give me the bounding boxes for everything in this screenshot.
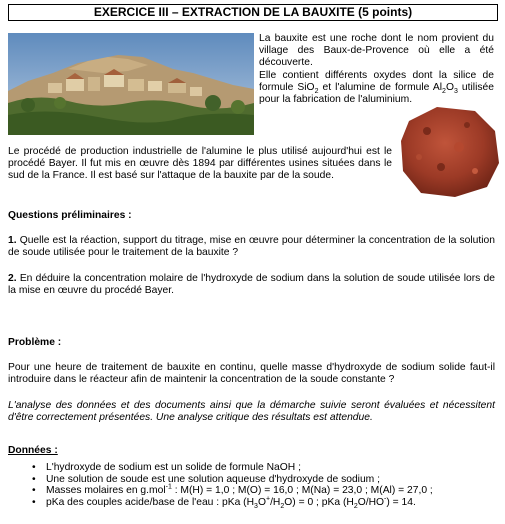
donnees-heading: Données : — [8, 445, 58, 456]
donnees-item: • L'hydroxyde de sodium est un solide de formule NaOH ; — [8, 462, 498, 474]
probleme-heading: Problème : — [8, 337, 62, 348]
donnees-list — [8, 462, 498, 508]
bauxite-rock-photo — [397, 101, 502, 201]
question-1: 1. Quelle est la réaction, support du titrage, mise en œuvre pour déterminer la concentration de la solution de soude utilisée pour le traitement de la bauxite ? — [8, 235, 495, 258]
intro-paragraph-1: La bauxite est une roche dont le nom provient du village des Baux-de-Provence où elle a été découverte. — [259, 33, 494, 68]
exercise-title: EXERCICE III – EXTRACTION DE LA BAUXITE (5 points) — [8, 4, 498, 21]
evaluation-note: L'analyse des données et des documents ainsi que la démarche suivie seront évaluées et nécessitent d'être correctement présentées. Une analyse critique des résultats est attendue. — [8, 400, 495, 423]
questions-heading: Questions préliminaires : — [8, 210, 132, 221]
donnees-item: • pKa des couples acide/base de l'eau : pKa $(H_3O^+/H_2O) = 0$ ; pKa $(H_2O/HO^-) = 14$. — [8, 497, 498, 509]
question-2: 2. En déduire la concentration molaire de l'hydroxyde de sodium dans la solution de soude utilisée lors de la mise en œuvre du procédé Bayer. — [8, 273, 495, 296]
probleme-text: Pour une heure de traitement de bauxite en continu, quelle masse d'hydroxyde de sodium solide faut-il introduire dans le réacteur afin de maintenir la concentration de la soude constante ? — [8, 362, 495, 385]
donnees-item: • Une solution de soude est une solution aqueuse d'hydroxyde de sodium ; — [8, 474, 498, 486]
donnees-list-container — [8, 462, 498, 508]
village-photo — [8, 33, 254, 135]
intro-paragraph-2: Elle contient différents oxydes dont la silice de formule SiO$_2$ et l'alumine de formule $Al_2O_3$ utilisée pour la fabrication de l'aluminium. — [259, 70, 494, 105]
donnees-item: • Masses molaires en g.mol$^{-1}$ : M(H) = 1,0 ; M(O) = 16,0 ; M(Na) = 23,0 ; M(Al) = 27,0 ; — [8, 485, 498, 497]
intro-paragraph-3: Le procédé de production industrielle de l'alumine le plus utilisé aujourd'hui est le procédé Bayer. Il fut mis en œuvre dès 1894 par différentes usines situées dans le sud de la France. Il est basé sur l'attaque de la bauxite par de la soude. — [8, 146, 392, 181]
